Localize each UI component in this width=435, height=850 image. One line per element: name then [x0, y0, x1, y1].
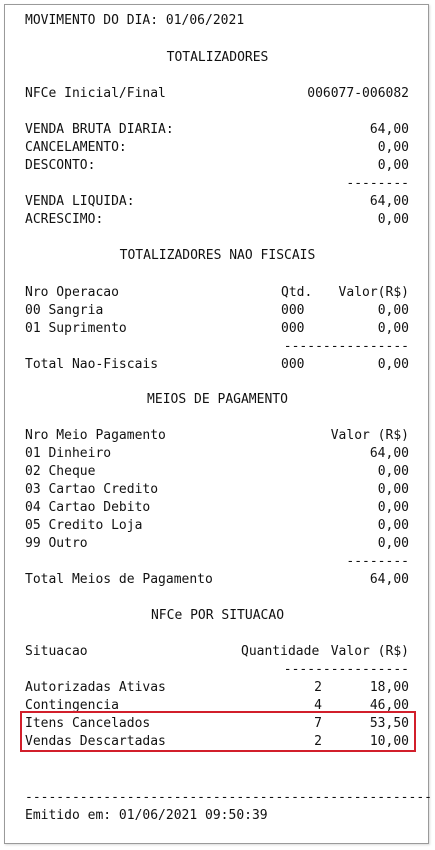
pagamento-header-row [0, 427, 435, 445]
meio-cell: 02 Cheque [25, 464, 96, 479]
valor-cell: 0,00 [377, 321, 409, 336]
pagamento-divider [0, 553, 435, 571]
meio-cell: 05 Credito Loja [25, 518, 143, 533]
list-item [0, 481, 435, 499]
desconto-value: 0,00 [377, 158, 409, 173]
operacao-cell: 00 Sangria [25, 303, 104, 318]
qtd-cell: 000 [281, 321, 305, 336]
list-item [0, 445, 435, 463]
situacao-divider [0, 661, 435, 679]
quantidade-cell: 2 [314, 734, 322, 749]
footer-divider [0, 789, 435, 807]
col-header-meio: Nro Meio Pagamento [25, 428, 166, 443]
totalizadores-title: TOTALIZADORES [166, 50, 269, 65]
header-line [0, 12, 435, 30]
col-header-situacao: Situacao [25, 644, 88, 659]
desconto-label: DESCONTO: [25, 158, 96, 173]
list-item [0, 499, 435, 517]
desconto-row [0, 157, 435, 175]
quantidade-cell: 7 [314, 716, 322, 731]
cancelamento-label: CANCELAMENTO: [25, 140, 127, 155]
venda-bruta-row [0, 121, 435, 139]
pagamento-title: MEIOS DE PAGAMENTO [147, 392, 288, 407]
quantidade-cell: 2 [314, 680, 322, 695]
cancelamento-value: 0,00 [377, 140, 409, 155]
list-item [0, 535, 435, 553]
valor-cell: 53,50 [369, 716, 409, 731]
valor-cell: 10,00 [369, 734, 409, 749]
emitido-timestamp: Emitido em: 01/06/2021 09:50:39 [25, 808, 268, 823]
venda-bruta-label: VENDA BRUTA DIARIA: [25, 122, 174, 137]
operacao-cell: 01 Suprimento [25, 321, 127, 336]
total-nao-fiscais-valor: 0,00 [377, 357, 409, 372]
valor-cell: 0,00 [377, 303, 409, 318]
valor-cell: 46,00 [369, 698, 409, 713]
cancelamento-row [0, 139, 435, 157]
valor-cell: 0,00 [377, 500, 409, 515]
divider: ---------------- [283, 339, 409, 354]
acrescimo-value: 0,00 [377, 212, 409, 227]
valor-cell: 64,00 [369, 446, 409, 461]
situacao-cell: Contingencia [25, 698, 119, 713]
section-title-pagamento [0, 391, 435, 409]
valor-cell: 0,00 [377, 464, 409, 479]
nao-fiscais-header-row [0, 284, 435, 302]
meio-cell: 03 Cartao Credito [25, 482, 159, 497]
total-pagamento-valor: 64,00 [369, 572, 409, 587]
divider: ---------------------------------------------------- [25, 790, 432, 805]
col-header-qtd: Qtd. [281, 285, 313, 300]
col-header-quantidade: Quantidade [241, 644, 320, 659]
divider: -------- [346, 176, 409, 191]
nao-fiscais-title: TOTALIZADORES NAO FISCAIS [119, 248, 316, 263]
meio-cell: 99 Outro [25, 536, 88, 551]
qtd-cell: 000 [281, 303, 305, 318]
venda-liquida-value: 64,00 [369, 194, 409, 209]
list-item [0, 463, 435, 481]
table-row [0, 320, 435, 338]
total-pagamento-label: Total Meios de Pagamento [25, 572, 213, 587]
divider: -------- [346, 554, 409, 569]
section-title-situacao [0, 607, 435, 625]
emitido-row [0, 807, 435, 825]
pagamento-total-row [0, 571, 435, 589]
situacao-header-row [0, 643, 435, 661]
divider: ---------------- [283, 662, 409, 677]
col-header-valor: Valor (R$) [330, 644, 409, 659]
movement-title: MOVIMENTO DO DIA: 01/06/2021 [25, 13, 245, 28]
situacao-cell: Vendas Descartadas [25, 734, 166, 749]
venda-bruta-value: 64,00 [369, 122, 409, 137]
valor-cell: 0,00 [377, 518, 409, 533]
meio-cell: 04 Cartao Debito [25, 500, 151, 515]
meio-cell: 01 Dinheiro [25, 446, 112, 461]
nfce-range-value: 006077-006082 [307, 86, 409, 101]
col-header-valor: Valor(R$) [338, 285, 409, 300]
total-nao-fiscais-label: Total Nao-Fiscais [25, 357, 159, 372]
nao-fiscais-total-row [0, 356, 435, 374]
nfce-range-label: NFCe Inicial/Final [25, 86, 166, 101]
acrescimo-label: ACRESCIMO: [25, 212, 104, 227]
table-row [0, 302, 435, 320]
nao-fiscais-divider [0, 338, 435, 356]
situacao-title: NFCe POR SITUACAO [150, 608, 285, 623]
nfce-range-row [0, 85, 435, 103]
col-header-valor: Valor (R$) [330, 428, 409, 443]
section-title-nao-fiscais [0, 247, 435, 265]
situacao-cell: Itens Cancelados [25, 716, 151, 731]
valor-cell: 18,00 [369, 680, 409, 695]
venda-liquida-row [0, 193, 435, 211]
section-title-totalizadores [0, 49, 435, 67]
col-header-operacao: Nro Operacao [25, 285, 119, 300]
list-item [0, 517, 435, 535]
acrescimo-row [0, 211, 435, 229]
highlight-box [20, 711, 416, 752]
valor-cell: 0,00 [377, 536, 409, 551]
table-row [0, 679, 435, 697]
quantidade-cell: 4 [314, 698, 322, 713]
valor-cell: 0,00 [377, 482, 409, 497]
total-nao-fiscais-qtd: 000 [281, 357, 305, 372]
situacao-cell: Autorizadas Ativas [25, 680, 166, 695]
venda-liquida-label: VENDA LIQUIDA: [25, 194, 135, 209]
totalizadores-divider [0, 175, 435, 193]
